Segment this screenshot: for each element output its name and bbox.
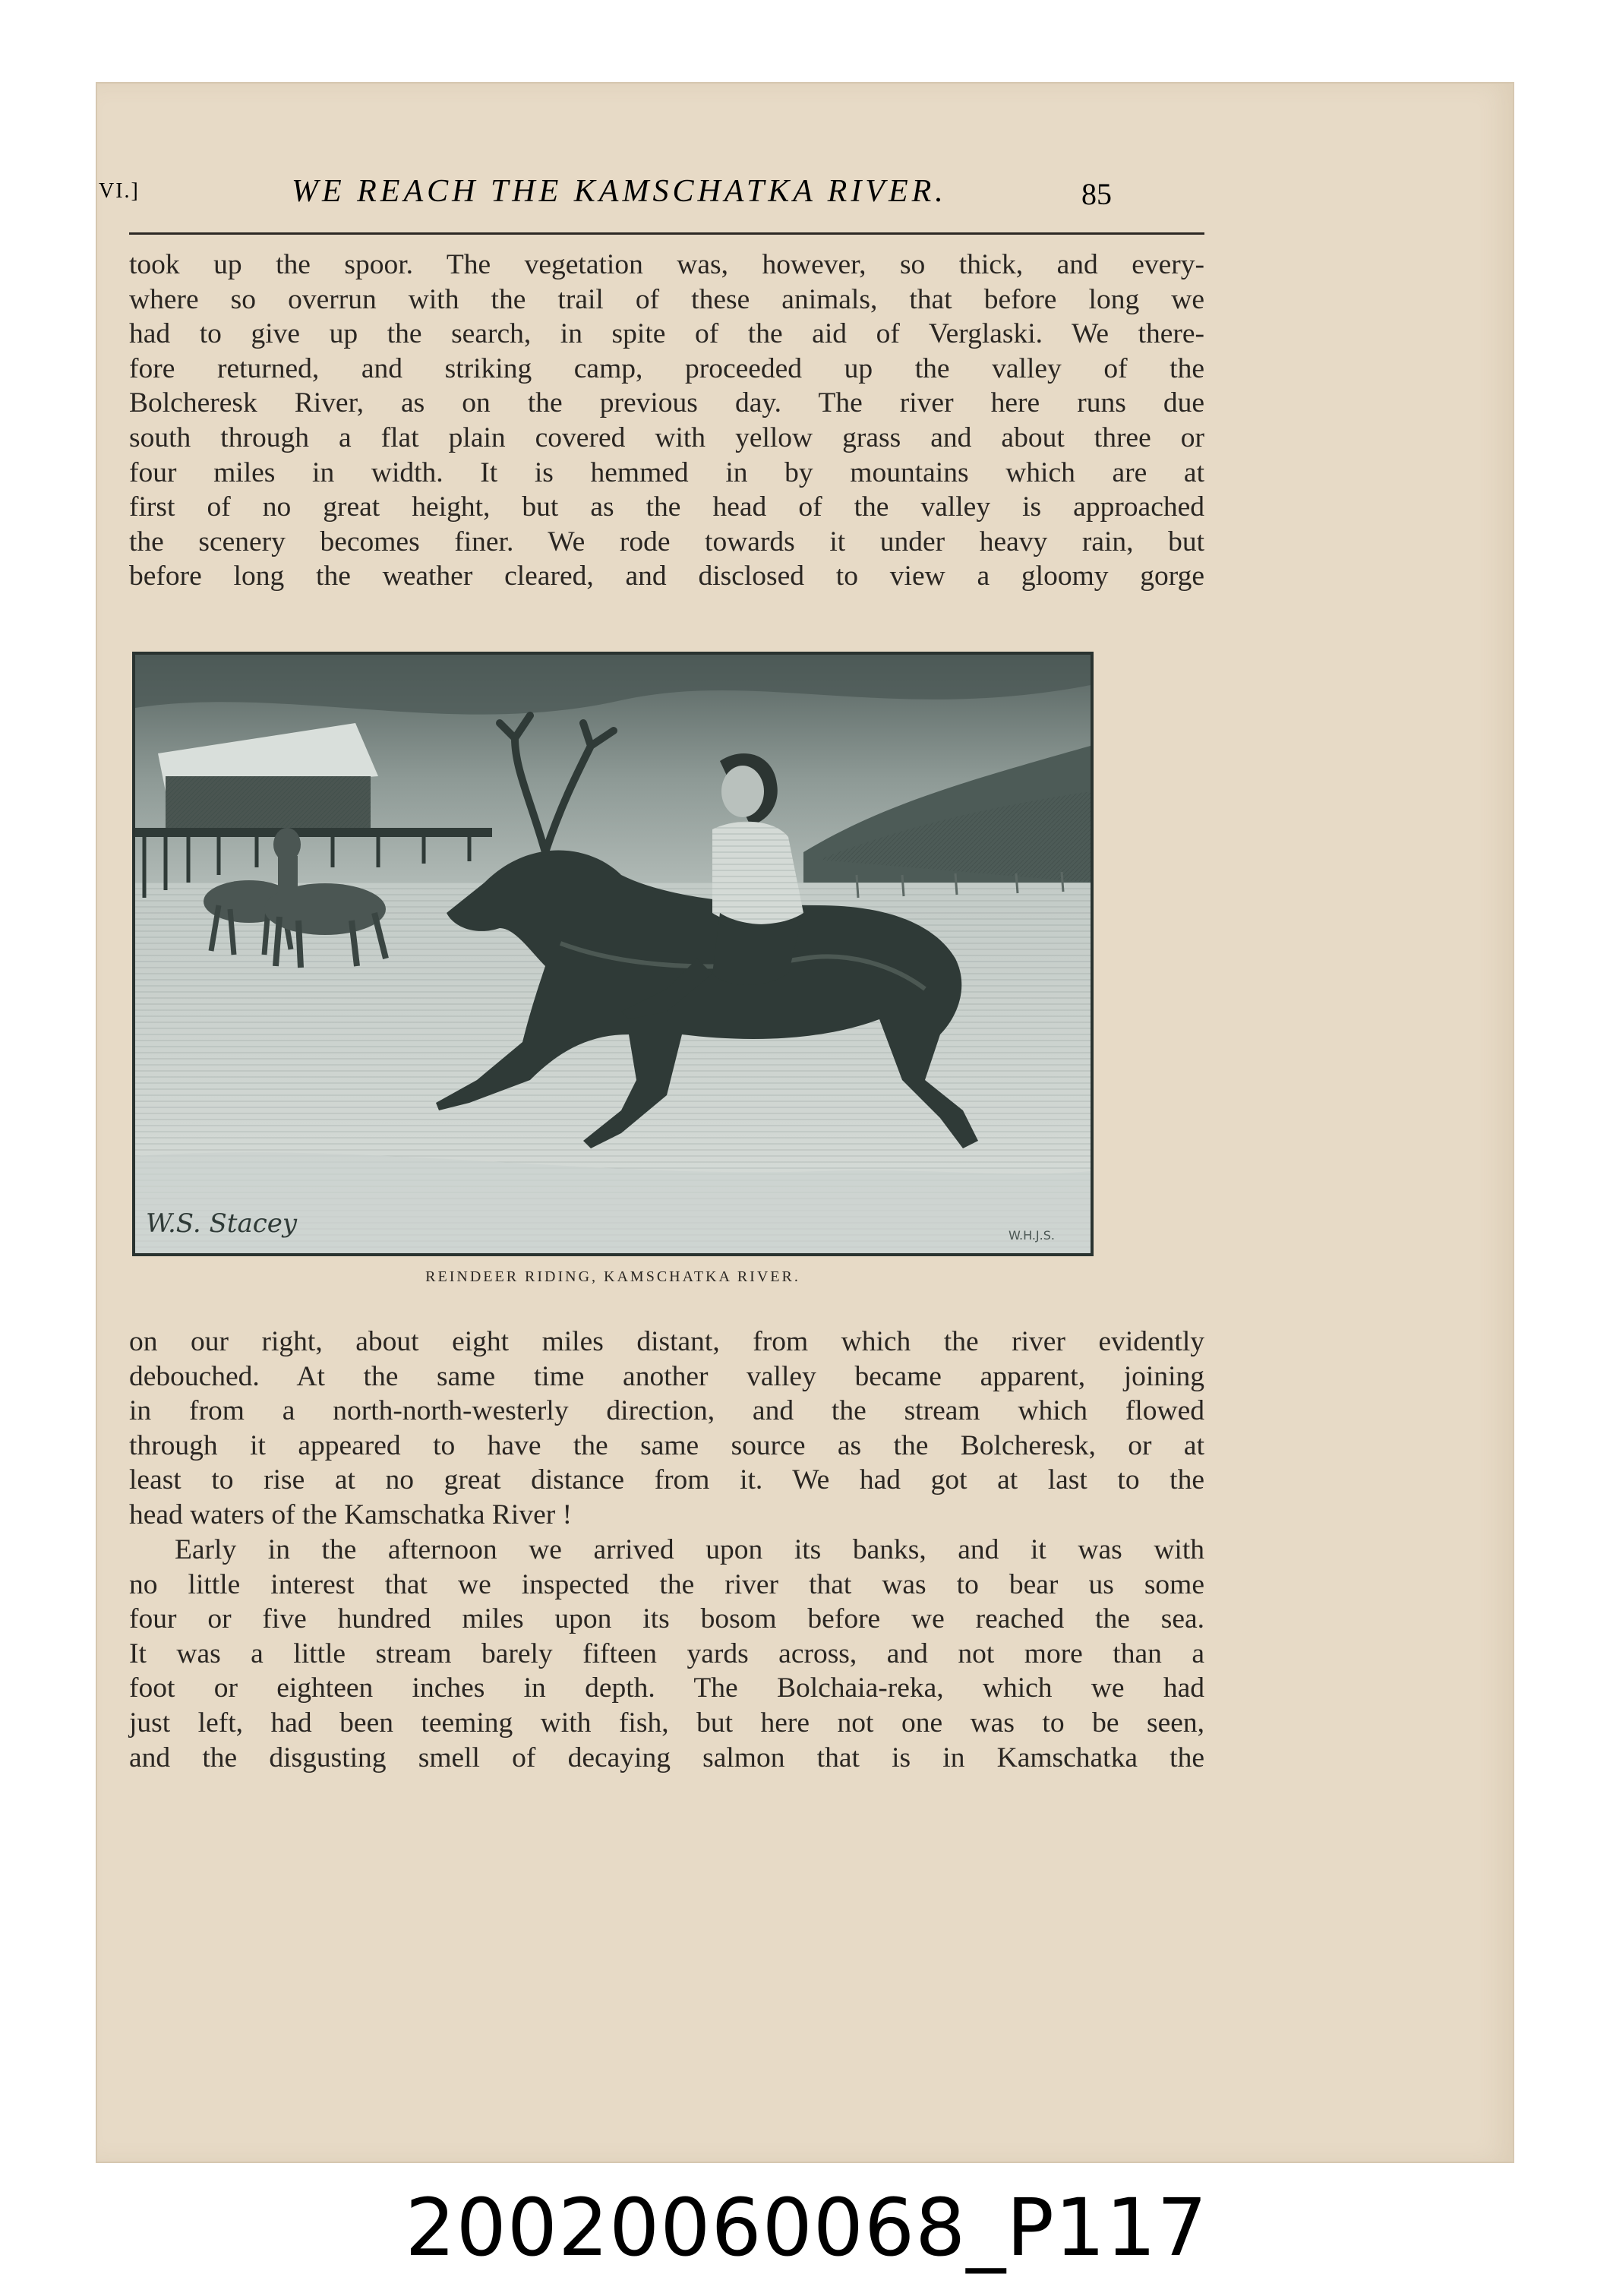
archive-identifier: 20020060068_P117 [405,2181,1208,2274]
chapter-marker: VI.] [99,179,140,203]
text-line: head waters of the Kamschatka River ! [129,1499,573,1530]
text-line: in from a north-north-westerly direction, and the stream which flowed [129,1395,1204,1427]
text-line: on our right, about eight miles distant, from which the river evidently [129,1326,1204,1357]
engraving-image [135,655,1091,1253]
text-line: Bolcheresk River, as on the previous day. The river here runs due [129,387,1204,419]
paragraph-3 [129,1533,1204,1775]
artist-signature: W.S. Stacey [146,1208,298,1239]
text-line: least to rise at no great distance from it. We had got at last to the [129,1464,1204,1496]
engraver-mark: W.H.J.S. [1009,1228,1055,1243]
text-line: took up the spoor. The vegetation was, however, so thick, and every- [129,249,1204,280]
page-number: 85 [1081,177,1112,211]
text-line: debouched. At the same time another valley became apparent, joining [129,1360,1204,1392]
text-line: through it appeared to have the same source as the Bolcheresk, or at [129,1429,1204,1461]
text-line: fore returned, and striking camp, proceeded up the valley of the [129,352,1204,384]
text-line: foot or eighteen inches in depth. The Bolchaia-reka, which we had [129,1672,1204,1704]
text-line: just left, had been teeming with fish, but here not one was to be seen, [129,1707,1204,1739]
paragraph-1 [129,248,1204,594]
text-line: no little interest that we inspected the river that was to bear us some [129,1568,1204,1600]
text-line: first of no great height, but as the head of the valley is approached [129,491,1204,523]
text-line: four miles in width. It is hemmed in by mountains which are at [129,456,1204,488]
header-rule [129,232,1204,235]
text-line: where so overrun with the trail of these animals, that before long we [129,283,1204,315]
text-line: south through a flat plain covered with yellow grass and about three or [129,422,1204,453]
text-line: before long the weather cleared, and disclosed to view a gloomy gorge [129,561,1204,592]
illustration-caption: REINDEER RIDING, KAMSCHATKA RIVER. [425,1268,800,1285]
text-line: the scenery becomes finer. We rode towards it under heavy rain, but [129,526,1204,557]
text-line: four or five hundred miles upon its bosom before we reached the sea. [129,1603,1204,1635]
text-line: Early in the afternoon we arrived upon its banks, and it was with [175,1534,1204,1565]
running-head-title: WE REACH THE KAMSCHATKA RIVER. [292,174,947,209]
text-line: had to give up the search, in spite of the aid of Verglaski. We there- [129,318,1204,350]
paragraph-2 [129,1325,1204,1533]
reindeer-illustration [132,652,1094,1256]
text-line: It was a little stream barely fifteen yards across, and not more than a [129,1638,1204,1669]
text-line: and the disgusting smell of decaying salmon that is in Kamschatka the [129,1742,1204,1773]
